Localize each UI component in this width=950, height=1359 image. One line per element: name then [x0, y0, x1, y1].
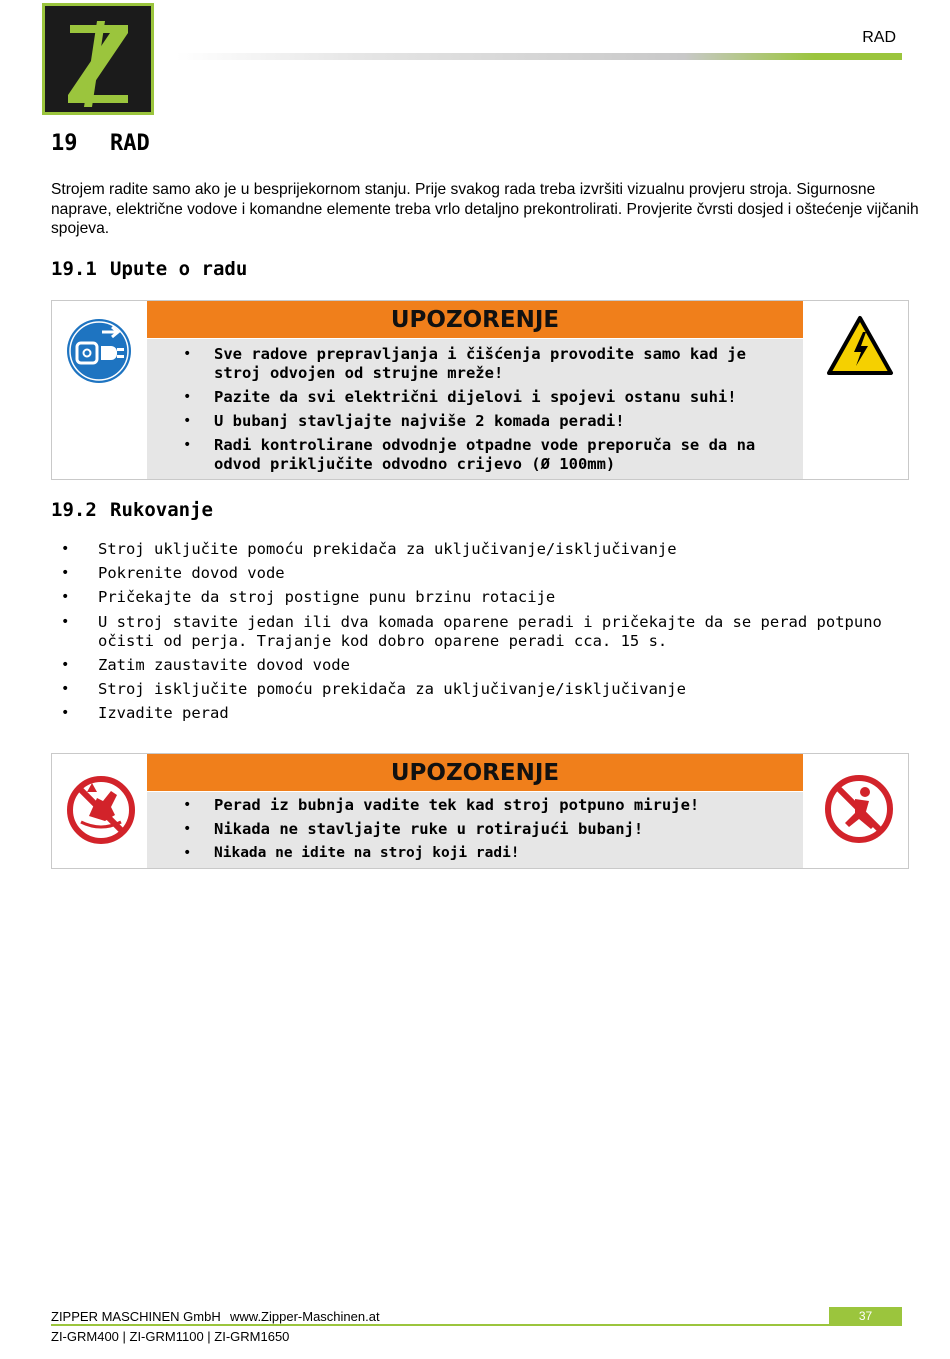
section-number: 19.2: [51, 499, 97, 521]
warning-title: UPOZORENJE: [147, 301, 803, 338]
section-title: Upute o radu: [110, 258, 248, 280]
footer-rule: [51, 1324, 902, 1326]
warning-item: • Radi kontrolirane odvodnje otpadne vode preporuča se da na odvod priključite odvodno crijevo (Ø 100mm): [147, 436, 803, 474]
no-hands-in-machine-icon: [67, 776, 135, 848]
warning-item: • Nikada ne idite na stroj koji radi!: [147, 844, 803, 863]
warning-item: • Perad iz bubnja vadite tek kad stroj potpuno miruje!: [147, 796, 803, 815]
list-item: • Pokrenite dovod vode: [51, 564, 911, 583]
chapter-number: 19: [51, 131, 78, 156]
warning-item: • U bubanj stavljajte najviše 2 komada peradi!: [147, 412, 803, 431]
warning-item: • Nikada ne stavljajte ruke u rotirajući bubanj!: [147, 820, 803, 839]
warning-body: [147, 792, 803, 868]
warning-body: [147, 339, 803, 479]
warning-box: [51, 300, 909, 480]
electric-hazard-icon: [826, 315, 894, 381]
warning-title: UPOZORENJE: [147, 754, 803, 791]
warning-item: • Sve radove prepravljanja i čišćenja provodite samo kad je stroj odvojen od strujne mreže!: [147, 345, 803, 383]
section-title: Rukovanje: [110, 499, 213, 521]
chapter-title: RAD: [110, 131, 150, 156]
unplug-mains-icon: [66, 318, 132, 388]
list-item: • Zatim zaustavite dovod vode: [51, 656, 911, 675]
steps-list: [51, 540, 911, 728]
list-item: • Stroj isključite pomoću prekidača za uključivanje/isključivanje: [51, 680, 911, 699]
page-number: 37: [829, 1307, 902, 1325]
footer-company: ZIPPER MASCHINEN GmbH: [51, 1309, 221, 1324]
list-item: • Pričekajte da stroj postigne punu brzinu rotacije: [51, 588, 911, 607]
warning-item: • Pazite da svi električni dijelovi i spojevi ostanu suhi!: [147, 388, 803, 407]
footer-url[interactable]: www.Zipper-Maschinen.at: [230, 1309, 380, 1324]
do-not-ride-machine-icon: [825, 775, 893, 847]
warning-box: [51, 753, 909, 869]
header-rule: [176, 53, 902, 60]
intro-paragraph: Strojem radite samo ako je u besprijekornom stanju. Prije svakog rada treba izvršiti vizualnu provjeru stroja. Sigurnosne naprave, električne vodove i komandne elemente treba vrlo detaljno prekontrolirati. Provjerite čvrsti dosjed i oštećenje vijčanih spojeva.: [51, 181, 919, 237]
list-item: • Izvadite perad: [51, 704, 911, 723]
warning-list: [147, 796, 803, 863]
section-number: 19.1: [51, 258, 97, 280]
list-item: • Stroj uključite pomoću prekidača za uključivanje/isključivanje: [51, 540, 911, 559]
list-item: • U stroj stavite jedan ili dva komada oparene peradi i pričekajte da se perad potpuno očisti od perja. Trajanje kod dobro oparene peradi cca. 15 s.: [51, 613, 911, 651]
header-section-label: RAD: [862, 29, 896, 46]
zipper-z-logo: [42, 3, 154, 115]
footer-models: ZI-GRM400 | ZI-GRM1100 | ZI-GRM1650: [51, 1329, 290, 1344]
warning-list: [147, 345, 803, 474]
